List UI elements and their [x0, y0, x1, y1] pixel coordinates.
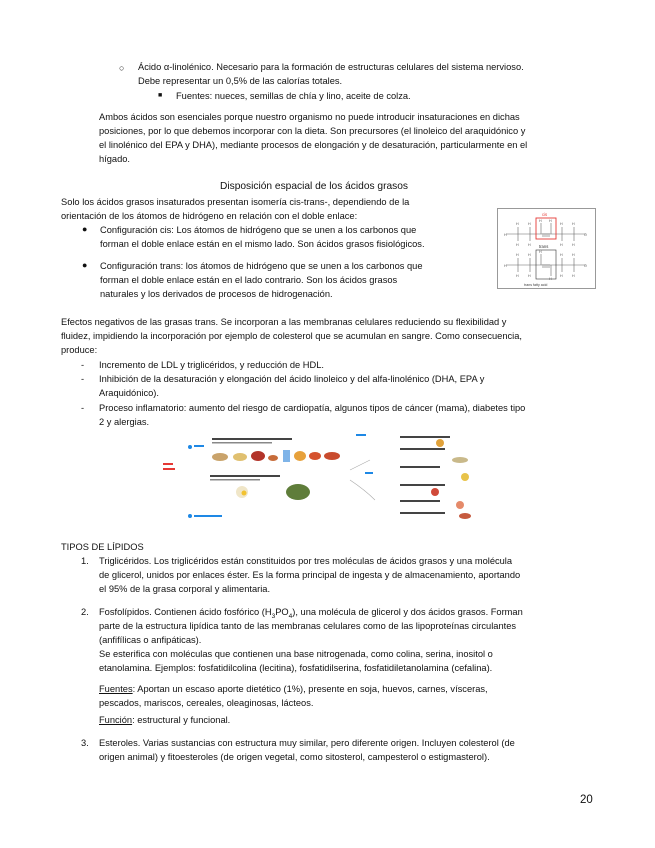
- svg-text:H: H: [572, 253, 575, 257]
- connector-2: [350, 480, 375, 500]
- food-milk: [283, 450, 290, 462]
- page-number: 20: [580, 794, 593, 806]
- cis-line-2: forman el doble enlace están en el mismo lado. Son ácidos grasos fisiológicos.: [100, 239, 425, 249]
- svg-text:H: H: [560, 253, 563, 257]
- essential-acids-line-4: hígado.: [99, 154, 131, 164]
- food-seed-oil: [436, 439, 444, 447]
- svg-text:H: H: [560, 222, 563, 226]
- svg-text:H: H: [528, 253, 531, 257]
- food-cheese: [233, 453, 247, 461]
- trans-label: trans: [539, 244, 549, 249]
- svg-text:H: H: [572, 274, 575, 278]
- svg-text:H: H: [504, 264, 507, 268]
- effect-inflammation-line-1: Proceso inflamatorio: aumento del riesgo de cardiopatía, algunos tipos de cáncer (mama), diabetes tipo: [99, 403, 526, 413]
- row1-title: [212, 438, 292, 440]
- linolenic-sources: Fuentes: nueces, semillas de chía y lino, aceite de colza.: [176, 91, 411, 101]
- cis-trans-figure: [497, 208, 596, 289]
- red-label-line-2: [163, 468, 175, 470]
- red-label-box: [160, 460, 178, 474]
- blue-tag-2: [194, 515, 222, 517]
- svg-text:H: H: [572, 222, 575, 226]
- blue-dot-2: [188, 514, 192, 518]
- phospholipids-sources-line-1: Fuentes: Aportan un escaso aporte dietético (1%), presente en soja, huevos, carnes, vísceras,: [99, 684, 488, 694]
- list-marker: ●: [82, 260, 88, 270]
- svg-text:H: H: [572, 243, 575, 247]
- food-avocado: [286, 484, 310, 500]
- trans-effects-line-3: produce:: [61, 345, 98, 355]
- svg-text:H: H: [516, 222, 519, 226]
- cis-line-1: Configuración cis: Los átomos de hidrógeno que se unen a los carbonos que: [100, 225, 417, 235]
- omega-row4-title: [400, 484, 445, 486]
- fat-sources-infographic: [160, 430, 495, 524]
- svg-text:O: O: [584, 233, 587, 237]
- blue-dot: [188, 445, 192, 449]
- list-marker: ●: [82, 224, 88, 234]
- triglycerides-line-2: de glicerol, unidos por enlaces éster. Es la forma principal de ingesta y de almacenamiento, aportando: [99, 570, 521, 580]
- svg-text:H: H: [528, 222, 531, 226]
- omega-row2-title: [400, 448, 445, 450]
- trans-line-3: naturales y los derivados de procesos de hidrogenación.: [100, 289, 333, 299]
- row1-subtitle: [212, 442, 272, 444]
- trans-effects-line-1: Efectos negativos de las grasas trans. Se incorporan a las membranas celulares reduciendo su flexibilidad y: [61, 317, 507, 327]
- svg-text:H: H: [549, 219, 552, 223]
- food-fries: [294, 451, 306, 461]
- svg-text:H: H: [560, 274, 563, 278]
- list-marker: -: [81, 374, 85, 384]
- list-marker: -: [81, 360, 85, 370]
- svg-text:H: H: [528, 274, 531, 278]
- phospholipids-function: Función: estructural y funcional.: [99, 715, 231, 725]
- svg-text:H: H: [504, 233, 507, 237]
- effect-inflammation-line-2: 2 y alergias.: [99, 417, 150, 427]
- blue-tag-3: [356, 434, 366, 436]
- effect-inhibition-line-2: Araquidónico).: [99, 388, 159, 398]
- list-marker: -: [81, 403, 85, 413]
- row2-title: [210, 475, 280, 477]
- row2-subtitle: [210, 479, 260, 481]
- food-corn: [461, 473, 469, 481]
- effect-ldl: Incremento de LDL y triglicéridos, y reducción de HDL.: [99, 360, 324, 370]
- phospholipids-sources-line-2: pescados, mariscos, cereales, oleaginosas, lácteos.: [99, 698, 314, 708]
- food-yolk: [242, 491, 247, 496]
- food-shrimp: [459, 513, 471, 519]
- phospholipids-line-2: parte de la estructura lipídica tanto de las membranas celulares como de las lipoproteínas circulantes: [99, 621, 517, 631]
- blue-tag: [194, 445, 204, 447]
- list-marker: ■: [158, 92, 163, 99]
- list-number: 1.: [81, 556, 89, 566]
- infographic-drawing: [160, 430, 495, 524]
- trans-line-2: forman el doble enlace están en el lado contrario. Son los ácidos grasos: [100, 275, 398, 285]
- trans-highlight: [536, 250, 556, 279]
- trans-line-1: Configuración trans: los átomos de hidrógeno que se unen a los carbonos que: [100, 261, 423, 271]
- svg-text:H: H: [516, 253, 519, 257]
- spatial-heading: Disposición espacial de los ácidos grasos: [220, 181, 409, 192]
- svg-text:H: H: [549, 277, 552, 281]
- phospholipids-line-3: (anfifílicas o anfipáticas).: [99, 635, 202, 645]
- triglycerides-line-1: Triglicéridos. Los triglicéridos están constituidos por tres moléculas de ácidos grasos y una molécula: [99, 556, 513, 566]
- omega-row3-title: [400, 466, 440, 468]
- lipid-types-heading: TIPOS DE LÍPIDOS: [61, 542, 144, 552]
- triglycerides-line-3: el 95% de la grasa corporal y alimentaria.: [99, 584, 271, 594]
- figure-caption: trans fatty acid: [524, 283, 548, 287]
- essential-acids-line-2: posiciones, por lo que debemos incorporar con la dieta. Son precursores (el linoleico del araquidónico y: [99, 126, 526, 136]
- linolenic-line-1: Ácido α-linolénico. Necesario para la formación de estructuras celulares del sistema nervioso.: [138, 62, 524, 72]
- food-meat: [251, 451, 265, 461]
- food-salmon: [456, 501, 464, 509]
- sterols-line-1: Esteroles. Varias sustancias con estructura muy similar, pero diferente origen. Incluyen colesterol (de: [99, 738, 515, 748]
- list-marker: ○: [119, 63, 125, 73]
- food-fish: [452, 457, 468, 463]
- essential-acids-line-3: el linolénico del EPA y DHA), mediante procesos de elongación y de desaturación, particularmente en el: [99, 140, 528, 150]
- blue-tag-4: [365, 472, 373, 474]
- svg-text:H: H: [528, 243, 531, 247]
- sterols-line-2: origen animal) y fitoesteroles (de origen vegetal, como sitosterol, campesterol o estigmasterol).: [99, 752, 490, 762]
- phospholipids-line-4: Se esterifica con moléculas que contienen una base nitrogenada, como colina, serina, inositol o: [99, 649, 493, 659]
- list-number: 2.: [81, 607, 89, 617]
- phospholipids-line-5: etanolamina. Ejemplos: fosfatidilcolina (lecitina), fosfatidilserina, fosfatidiletanolamina (cefalina).: [99, 663, 493, 673]
- omega-row5-title: [400, 500, 440, 502]
- food-sausage: [268, 455, 278, 461]
- phospholipids-line-1: Fosfolípidos. Contienen ácido fosfórico $(H_3PO_4)$, una molécula de glicerol y dos ácidos grasos. Forman: [99, 607, 523, 620]
- svg-text:H: H: [516, 274, 519, 278]
- svg-text:H: H: [560, 243, 563, 247]
- essential-acids-line-1: Ambos ácidos son esenciales porque nuestro organismo no puede introducir insaturaciones en dichas: [99, 112, 520, 122]
- red-label-line-1: [163, 463, 173, 465]
- linolenic-line-2: Debe representar un 0,5% de las calorías totales.: [138, 76, 343, 86]
- omega-row6-title: [400, 512, 445, 514]
- svg-text:H: H: [516, 243, 519, 247]
- cis-trans-diagram: [498, 209, 595, 288]
- list-number: 3.: [81, 738, 89, 748]
- svg-text:H: H: [539, 250, 542, 254]
- trans-effects-line-2: fluidez, impidiendo la incorporación por ejemplo de colesterol que se acumulan en sangre. Como consecuencia,: [61, 331, 522, 341]
- food-bread: [212, 453, 228, 461]
- food-pastry: [309, 452, 321, 460]
- svg-text:H: H: [539, 219, 542, 223]
- svg-text:O: O: [584, 264, 587, 268]
- food-tomato: [431, 488, 439, 496]
- omega-row1-title: [400, 436, 450, 438]
- connector-1: [350, 460, 370, 470]
- spatial-intro-line-1: Solo los ácidos grasos insaturados presentan isomería cis-trans-, dependiendo de la: [61, 197, 410, 207]
- cis-label: cis: [542, 212, 548, 217]
- effect-inhibition-line-1: Inhibición de la desaturación y elongación del ácido linoleico y del alfa-linolénico (DHA, EPA y: [99, 374, 485, 384]
- spatial-intro-line-2: orientación de los átomos de hidrógeno en relación con el doble enlace:: [61, 211, 358, 221]
- food-steak: [324, 452, 340, 460]
